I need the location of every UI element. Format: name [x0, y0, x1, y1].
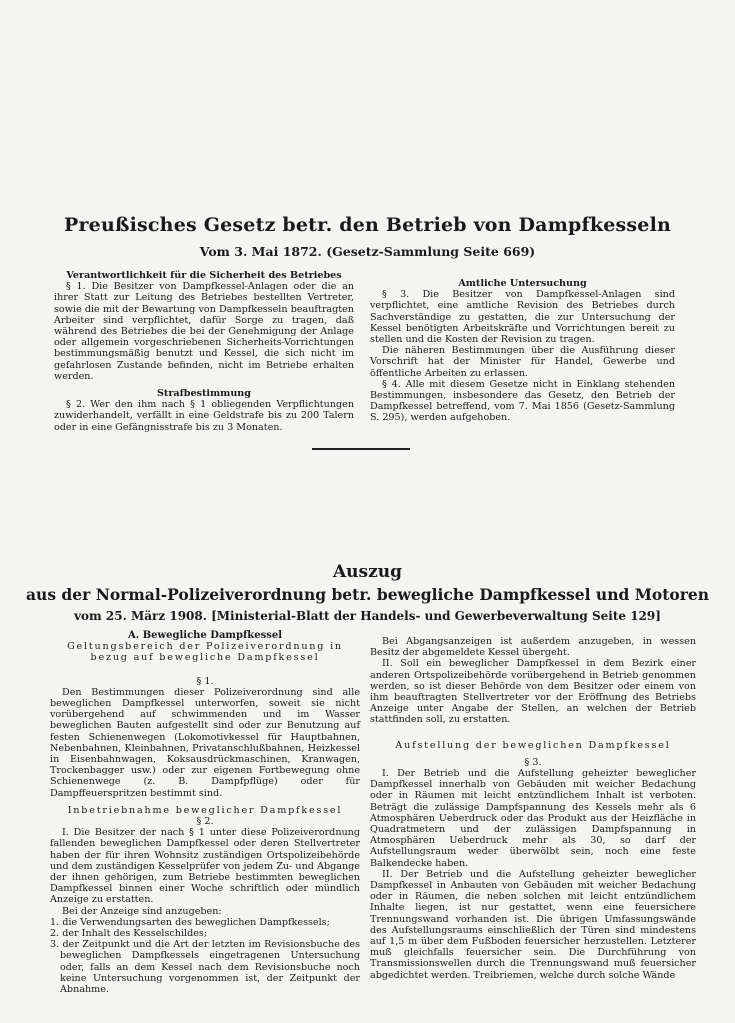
paragraph-mark-2: § 2. [196, 816, 214, 828]
list-item: 1. die Verwendungsarten des beweglichen Dampfkessels; [50, 916, 330, 928]
law-right-column [370, 278, 675, 424]
regulation-title: aus der Normal-Polizeiverordnung betr. bewegliche Dampfkessel und Motoren [26, 585, 709, 604]
notification-list [50, 917, 360, 995]
heading-penalty: Strafbestimmung [156, 388, 251, 400]
law-left-column [54, 270, 354, 433]
paragraph-3: § 3. Die Besitzer von Dampfkessel-Anlagen sind verpflichtet, eine amtliche Revision des Betriebes durch Sachverständige zu gestatten, die zur Untersuchung der Kessel benötigten Arbeitskräfte und Vorrichtungen bereit zu stellen und die Kosten der Revision zu tragen. [370, 289, 675, 346]
regulation-subtitle: vom 25. März 1908. [Ministerial-Blatt der Handels- und Gewerbeverwaltung Seite 129] [74, 609, 661, 623]
list-item: 2. der Inhalt des Kesselschildes; [50, 928, 208, 940]
section-divider [312, 448, 410, 450]
excerpt-title: Auszug [332, 562, 403, 582]
regulation-left-column [50, 630, 360, 995]
reg-paragraph-3: Bei Abgangsanzeigen ist außerdem anzugeben, in wessen Besitz der abgemeldete Kessel übergeht. [370, 636, 696, 659]
heading-official-inspection: Amtliche Untersuchung [458, 278, 587, 289]
heading-responsibility: Verantwortlichkeit für die Sicherheit des Betriebes [66, 270, 342, 281]
paragraph-mark-3: § 3. [524, 756, 542, 768]
reg-paragraph-4: II. Soll ein beweglicher Dampfkessel in dem Bezirk einer anderen Ortspolizeibehörde vorübergehend in Betrieb genommen werden, so ist dieser Behörde von dem Besitzer oder einem von ihm beauftragten Stellvertreter vor der Eröffnung des Betriebs Anzeige unter Angabe der Stellen, an welchen der Betrieb stattfinden soll, zu erstatten. [370, 658, 696, 726]
law-title: Preußisches Gesetz betr. den Betrieb von Dampfkesseln [63, 214, 672, 236]
law-subtitle: Vom 3. Mai 1872. (Gesetz-Sammlung Seite 669) [199, 244, 536, 259]
scope-heading: Geltungsbereich der Polizeiverordnung in bezug auf bewegliche Dampfkessel [67, 641, 343, 664]
reg-paragraph-1: Den Bestimmungen dieser Polizeiverordnung sind alle beweglichen Dampfkessel unterworfen, soweit sie nicht vorübergehend auf schwimmenden und im Wasser beweglichen Bauten aufgestellt sind oder zur Benutzung auf festen Schienenwegen (Lokomotivkessel für Hauptbahnen, Nebenbahnen, Kleinbahnen, Privatanschlußbahnen, Heizkessel in Eisenbahnwagen, Koksausdrückmaschinen, Kranwagen, Trockenbagger usw.) oder zur eigenen Fortbewegung ohne Schienenwege (z. B. Dampfpflüge) oder für Dampffeuerspritzen bestimmt sind. [50, 686, 360, 799]
section-a-heading: A. Bewegliche Dampfkessel [127, 630, 283, 641]
paragraph-3b: Die näheren Bestimmungen über die Ausführung dieser Vorschrift hat der Minister für Handel, Gewerbe und öffentliche Arbeiten zu erlassen. [370, 345, 675, 379]
installation-heading: Aufstellung der beweglichen Dampfkessel [395, 739, 671, 751]
reg-paragraph-2: I. Die Besitzer der nach § 1 unter diese Polizeiverordnung fallenden beweglichen Dampfkessel oder deren Stellvertreter haben der für ihren Wohnsitz zuständigen Ortspolizeibehörde und dem zuständigen Kesselprüfer von jedem Zu- und Abgange der ihnen gehörigen, zum Betriebe bestimmten beweglichen Dampfkessel binnen einer Woche schriftlich oder mündlich Anzeige zu erstatten. [50, 827, 360, 906]
paragraph-1: § 1. Die Besitzer von Dampfkessel-Anlagen oder die an ihrer Statt zur Leitung des Betriebes bestellten Vertreter, sowie die mit der Bewartung von Dampfkesseln beauftragten Arbeiter sind verpflichtet, dafür Sorge zu tragen, daß während des Betriebes die bei der Genehmigung der Anlage oder allgemein vorgeschriebenen Sicherheits-Vorrichtungen bestimmungsmäßig benutzt und Kessel, die sich nicht im gefahrlosen Zustande befinden, nicht im Betriebe erhalten werden. [54, 281, 354, 382]
paragraph-2: § 2. Wer den ihm nach § 1 obliegenden Verpflichtungen zuwiderhandelt, verfällt in eine Geldstrafe bis zu 200 Talern oder in eine Gefängnisstrafe bis zu 3 Monaten. [54, 399, 354, 433]
paragraph-mark-1: § 1. [196, 675, 214, 687]
reg-paragraph-2b: Bei der Anzeige sind anzugeben: [62, 905, 222, 917]
reg-paragraph-6: II. Der Betrieb und die Aufstellung geheizter beweglicher Dampfkessel in Anbauten von Gebäuden mit weicher Bedachung oder in Räumen, die neben solchen mit leicht entzündlichem Inhalte liegen, ist nur gestattet, wenn eine feuersichere Trennungswand vorhanden ist. Die übrigen Umfassungswände des Aufstellungsraums einschließlich der Türen sind mindestens auf 1,5 m über dem Fußboden feuersicher herzustellen. Letzterer muß gleichfalls feuersicher sein. Die Durchführung von Transmissionswellen durch die Trennungswand muß feuersicher abgedichtet werden. Treibriemen, welche durch solche Wände [370, 868, 696, 981]
commissioning-heading: Inbetriebnahme beweglicher Dampfkessel [67, 804, 343, 816]
paragraph-4: § 4. Alle mit diesem Gesetze nicht in Einklang stehenden Bestimmungen, insbesondere das Gesetz, den Betrieb der Dampfkessel betreffend, vom 7. Mai 1856 (Gesetz-Sammlung S. 295), werden aufgehoben. [370, 378, 675, 424]
reg-paragraph-5: I. Der Betrieb und die Aufstellung geheizter beweglicher Dampfkessel innerhalb von Gebäuden mit weicher Bedachung oder in Räumen mit leicht entzündlichem Inhalt ist verboten. Beträgt die zulässige Dampfspannung des Kessels mehr als 6 Atmosphären Ueberdruck oder das Produkt aus der Heizfläche in Quadratmetern und der zulässigen Dampfspannung in Atmosphären Ueberdruck mehr als 30, so darf der Aufstellungsraum weder überwölbt sein, noch eine feste Balkendecke haben. [370, 768, 696, 869]
list-item: 3. der Zeitpunkt und die Art der letzten im Revisionsbuche des beweglichen Dampfkessels eingetragenen Untersuchung oder, falls an dem Kessel nach dem Revisionsbuche noch keine Untersuchung vorgenommen ist, der Zeitpunkt der Abnahme. [50, 939, 360, 996]
regulation-right-column [370, 636, 696, 981]
